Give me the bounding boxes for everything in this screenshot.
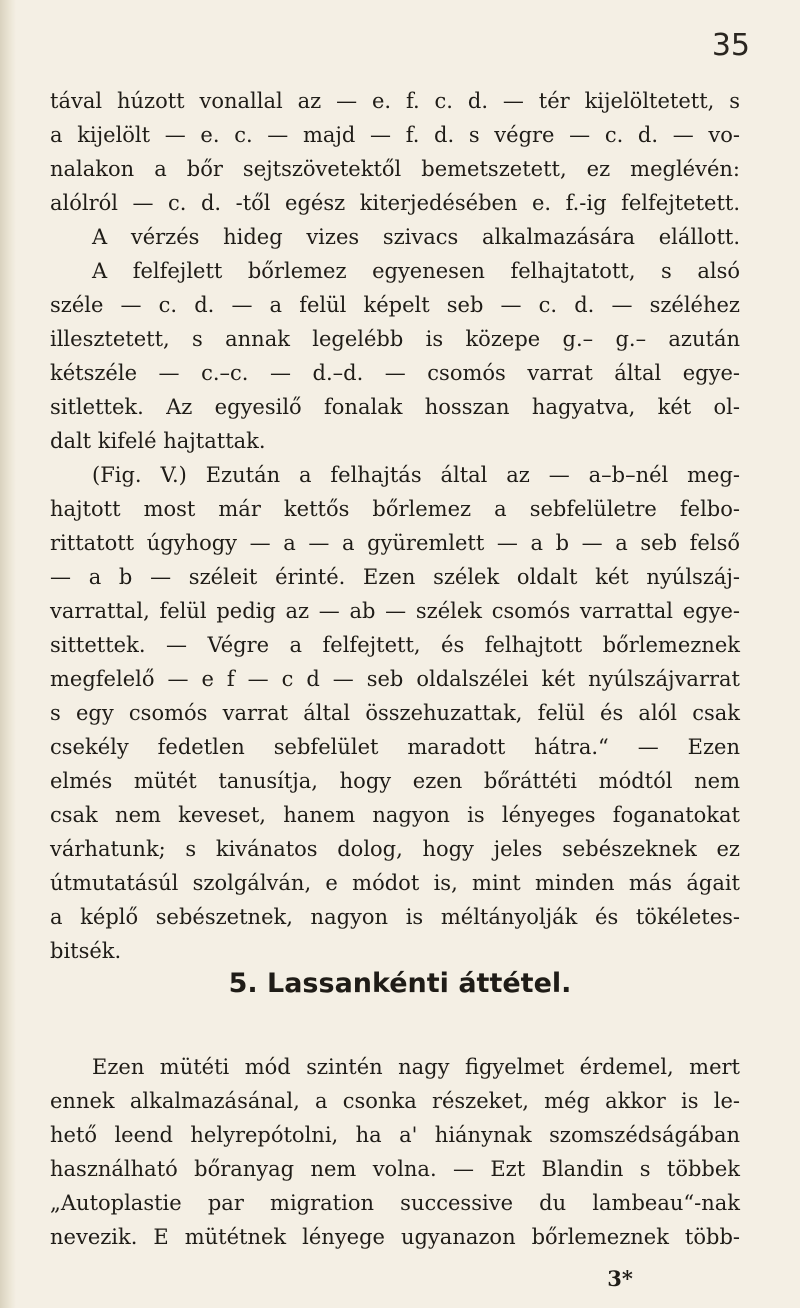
text-line: elmés mütét tanusítja, hogy ezen bőráttéti módtól nem: [50, 769, 740, 793]
text-line: — a b — széleit érinté. Ezen szélek oldalt két nyúlszáj-: [50, 565, 740, 589]
text-line: csak nem keveset, hanem nagyon is lényeges foganatokat: [50, 803, 740, 827]
text-line: illesztetett, s annak legelébb is közepe g.– g.– azután: [50, 327, 740, 351]
text-line: dalt kifelé hajtattak.: [50, 429, 266, 453]
text-line: (Fig. V.) Ezután a felhajtás által az — a–b–nél meg-: [92, 463, 740, 487]
text-line: a kijelölt — e. c. — majd — f. d. s végre — c. d. — vo-: [50, 123, 740, 147]
text-line: széle — c. d. — a felül képelt seb — c. d. — széléhez: [50, 293, 740, 317]
text-line: várhatunk; s kivánatos dolog, hogy jeles sebészeknek ez: [50, 837, 740, 861]
section-heading: 5. Lassankénti áttétel.: [228, 968, 572, 999]
text-line: A vérzés hideg vizes szivacs alkalmazására elállott.: [92, 225, 740, 249]
text-line: tával húzott vonallal az — e. f. c. d. — tér kijelöltetett, s: [50, 89, 740, 113]
text-line: sitlettek. Az egyesilő fonalak hosszan hagyatva, két ol-: [50, 395, 740, 419]
text-line: nevezik. E mütétnek lényege ugyanazon bőrlemeznek több-: [50, 1225, 740, 1249]
text-line: varrattal, felül pedig az — ab — szélek csomós varrattal egye-: [50, 599, 740, 623]
page-number: 35: [711, 28, 750, 63]
text-line: kétszéle — c.–c. — d.–d. — csomós varrat által egye-: [50, 361, 740, 385]
text-line: nalakon a bőr sejtszövetektől bemetszetett, ez meglévén:: [50, 157, 740, 181]
text-line: Ezen mütéti mód szintén nagy figyelmet érdemel, mert: [92, 1055, 740, 1079]
text-line: alólról — c. d. -től egész kiterjedésében e. f.-ig felfejtetett.: [50, 191, 740, 215]
text-line: „Autoplastie par migration successive du lambeau“-nak: [50, 1191, 740, 1215]
text-line: bitsék.: [50, 939, 122, 963]
text-line: megfelelő — e f — c d — seb oldalszélei két nyúlszájvarrat: [50, 667, 740, 691]
text-line: hajtott most már kettős bőrlemez a sebfelületre felbo-: [50, 497, 740, 521]
text-line: használható bőranyag nem volna. — Ezt Blandin s többek: [50, 1157, 740, 1181]
signature-mark: 3*: [607, 1266, 633, 1291]
text-line: csekély fedetlen sebfelület maradott hátra.“ — Ezen: [50, 735, 740, 759]
page-gutter-shadow: [0, 0, 16, 1308]
text-line: s egy csomós varrat által összehuzattak, felül és alól csak: [50, 701, 740, 725]
text-line: útmutatásúl szolgálván, e módot is, mint minden más ágait: [50, 871, 740, 895]
text-line: A felfejlett bőrlemez egyenesen felhajtatott, s alsó: [92, 259, 740, 283]
text-line: sittettek. — Végre a felfejtett, és felhajtott bőrlemeznek: [50, 633, 740, 657]
text-line: rittatott úgyhogy — a — a gyüremlett — a b — a seb felső: [50, 531, 740, 555]
text-line: a képlő sebészetnek, nagyon is méltányolják és tökéletes-: [50, 905, 740, 929]
text-line: ennek alkalmazásánal, a csonka részeket, még akkor is le-: [50, 1089, 740, 1113]
text-line: hető leend helyrepótolni, ha a' hiánynak szomszédságában: [50, 1123, 740, 1147]
